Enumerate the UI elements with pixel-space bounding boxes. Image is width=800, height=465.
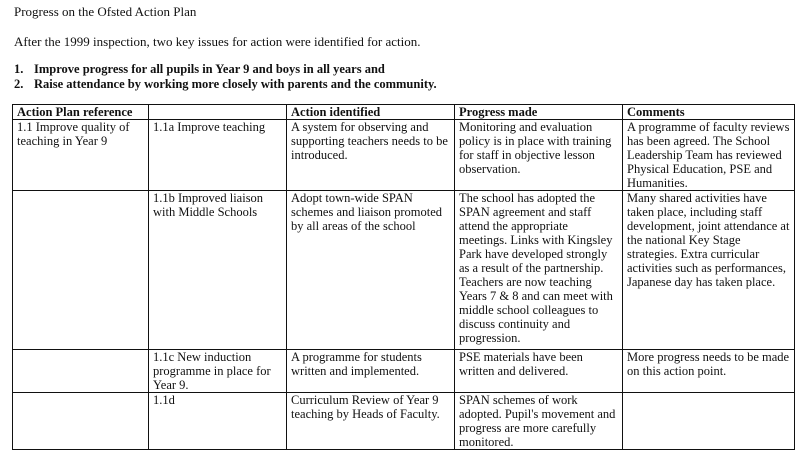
cell-subreference: 1.1b Improved liaison with Middle Schools [149,191,287,350]
cell-progress: PSE materials have been written and delivered. [455,350,623,393]
table-row [13,191,795,350]
table-header-row [13,105,795,120]
cell-comments: More progress needs to be made on this action point. [623,350,795,393]
cell-action: Adopt town-wide SPAN schemes and liaison promoted by all areas of the school [287,191,455,350]
document-title: Progress on the Ofsted Action Plan [14,4,197,19]
key-issue-text: Improve progress for all pupils in Year 9 and boys in all years and [34,62,385,76]
header-comments: Comments [623,105,795,120]
header-progress-made: Progress made [455,105,623,120]
cell-reference [13,350,149,393]
cell-comments: A programme of faculty reviews has been agreed. The School Leadership Team has reviewed Physical Education, PSE and Humanities. [623,120,795,191]
cell-subreference: 1.1c New induction programme in place for Year 9. [149,350,287,393]
table-row [13,350,795,393]
cell-subreference: 1.1a Improve teaching [149,120,287,191]
cell-progress: The school has adopted the SPAN agreement and staff attend the appropriate meetings. Links with Kingsley Park have developed strongly as a result of the partnership. Teachers are now teaching Years 7 & 8 and can meet with middle school colleagues to discuss continuity and progression. [455,191,623,350]
header-subreference [149,105,287,120]
header-action-identified: Action identified [287,105,455,120]
action-plan-table [12,104,795,450]
table-row [13,120,795,191]
cell-comments: Many shared activities have taken place, including staff development, joint attendance at the national Key Stage strategies. Extra curricular activities such as performances, Japanese day has taken place. [623,191,795,350]
cell-comments [623,393,795,450]
key-issue-number: 2. [14,77,24,91]
cell-action: A system for observing and supporting teachers needs to be introduced. [287,120,455,191]
key-issues-list [14,62,437,92]
table-row [13,393,795,450]
cell-progress: SPAN schemes of work adopted. Pupil's movement and progress are more carefully monitored. [455,393,623,450]
header-action-plan-reference: Action Plan reference [13,105,149,120]
cell-progress: Monitoring and evaluation policy is in place with training for staff in objective lesson observation. [455,120,623,191]
cell-action: Curriculum Review of Year 9 teaching by Heads of Faculty. [287,393,455,450]
intro-paragraph: After the 1999 inspection, two key issues for action were identified for action. [14,34,421,49]
cell-reference: 1.1 Improve quality of teaching in Year 9 [13,120,149,191]
cell-subreference: 1.1d [149,393,287,450]
cell-reference [13,393,149,450]
key-issue-number: 1. [14,62,24,76]
key-issue-item [14,77,437,92]
cell-action: A programme for students written and implemented. [287,350,455,393]
key-issue-item [14,62,437,77]
cell-reference [13,191,149,350]
key-issue-text: Raise attendance by working more closely with parents and the community. [34,77,437,91]
